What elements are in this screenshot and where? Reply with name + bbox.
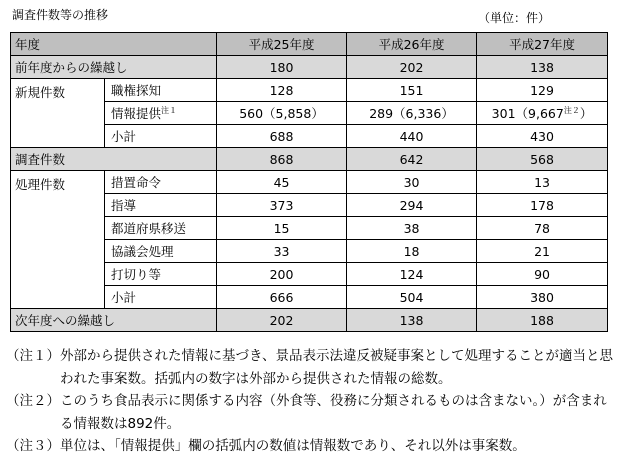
cell-value: 188 — [477, 309, 608, 332]
cell-value: 301（9,667$^{注2}$） — [477, 102, 608, 125]
cell-value: 30 — [347, 171, 477, 194]
table-row — [11, 171, 608, 194]
investigation-table — [10, 32, 608, 332]
table-caption: 調査件数等の推移 — [12, 8, 109, 22]
row-label: 次年度への繰越し — [11, 309, 217, 332]
cell-value: 33 — [217, 240, 347, 263]
footnote-text: 外部から提供された情報に基づき、景品表示法違反被疑事案として処理することが適当と思われた事案数。括弧内の数字は外部から提供された情報の総数。 — [60, 348, 613, 387]
cell-value: 294 — [347, 194, 477, 217]
cell-value: 642 — [347, 148, 477, 171]
cell-value: 430 — [477, 125, 608, 148]
cell-value: 666 — [217, 286, 347, 309]
category-label: 処理件数 — [11, 171, 105, 309]
cell-value: 45 — [217, 171, 347, 194]
unit-label: （単位：件） — [478, 11, 551, 25]
header-year: 平成26年度 — [347, 33, 477, 56]
cell-value: 200 — [217, 263, 347, 286]
cell-value: 124 — [347, 263, 477, 286]
footnote-tag: （注１） — [6, 348, 60, 364]
cell-value: 373 — [217, 194, 347, 217]
footnote-marker: 注２ — [563, 105, 580, 115]
header-year: 平成27年度 — [477, 33, 608, 56]
cell-value: 129 — [477, 79, 608, 102]
row-label: 協議会処理 — [105, 240, 217, 263]
footnote-text: 単位は、「情報提供」欄の括弧内の数値は情報数であり、それ以外は事案数。 — [60, 438, 526, 454]
cell-value: 21 — [477, 240, 608, 263]
cell-value: 202 — [217, 309, 347, 332]
row-label: 前年度からの繰越し — [11, 56, 217, 79]
cell-value: 18 — [347, 240, 477, 263]
footnote-text: このうち食品表示に関係する内容（外食等、役務に分類されるものは含まない。）が含まれる情報数は892件。 — [60, 393, 607, 432]
cell-value: 151 — [347, 79, 477, 102]
cell-value: 688 — [217, 125, 347, 148]
row-label: 都道府県移送 — [105, 217, 217, 240]
footnote — [6, 345, 614, 390]
table-row — [11, 79, 608, 102]
cell-value: 380 — [477, 286, 608, 309]
cell-value: 138 — [347, 309, 477, 332]
row-label: 小計 — [105, 125, 217, 148]
category-label: 新規件数 — [11, 79, 105, 148]
cell-value: 504 — [347, 286, 477, 309]
cell-value: 868 — [217, 148, 347, 171]
row-label: 措置命令 — [105, 171, 217, 194]
footnote — [6, 390, 614, 435]
cell-value: 128 — [217, 79, 347, 102]
row-label: 小計 — [105, 286, 217, 309]
cell-value: 568 — [477, 148, 608, 171]
cell-value: 78 — [477, 217, 608, 240]
cell-value: 180 — [217, 56, 347, 79]
cell-value: 440 — [347, 125, 477, 148]
footnote-tag: （注３） — [6, 438, 60, 454]
table-row — [11, 56, 608, 79]
cell-value: 38 — [347, 217, 477, 240]
row-label: 打切り等 — [105, 263, 217, 286]
cell-value: 202 — [347, 56, 477, 79]
cell-value: 15 — [217, 217, 347, 240]
row-label: 調査件数 — [11, 148, 217, 171]
table-row — [11, 148, 608, 171]
row-label: 指導 — [105, 194, 217, 217]
header-row — [11, 33, 608, 56]
cell-value: 13 — [477, 171, 608, 194]
cell-value: 90 — [477, 263, 608, 286]
footnote-marker: 注１ — [161, 105, 178, 115]
footnotes — [6, 345, 614, 458]
cell-value: 138 — [477, 56, 608, 79]
table-row — [11, 309, 608, 332]
header-year-label: 年度 — [11, 33, 217, 56]
row-label: 職権探知 — [105, 79, 217, 102]
row-label: 情報提供$^{注1}$ — [105, 102, 217, 125]
header-year: 平成25年度 — [217, 33, 347, 56]
cell-value: 178 — [477, 194, 608, 217]
footnote — [6, 435, 614, 458]
cell-value: 560（5,858） — [217, 102, 347, 125]
cell-value: 289（6,336） — [347, 102, 477, 125]
footnote-tag: （注２） — [6, 393, 60, 409]
